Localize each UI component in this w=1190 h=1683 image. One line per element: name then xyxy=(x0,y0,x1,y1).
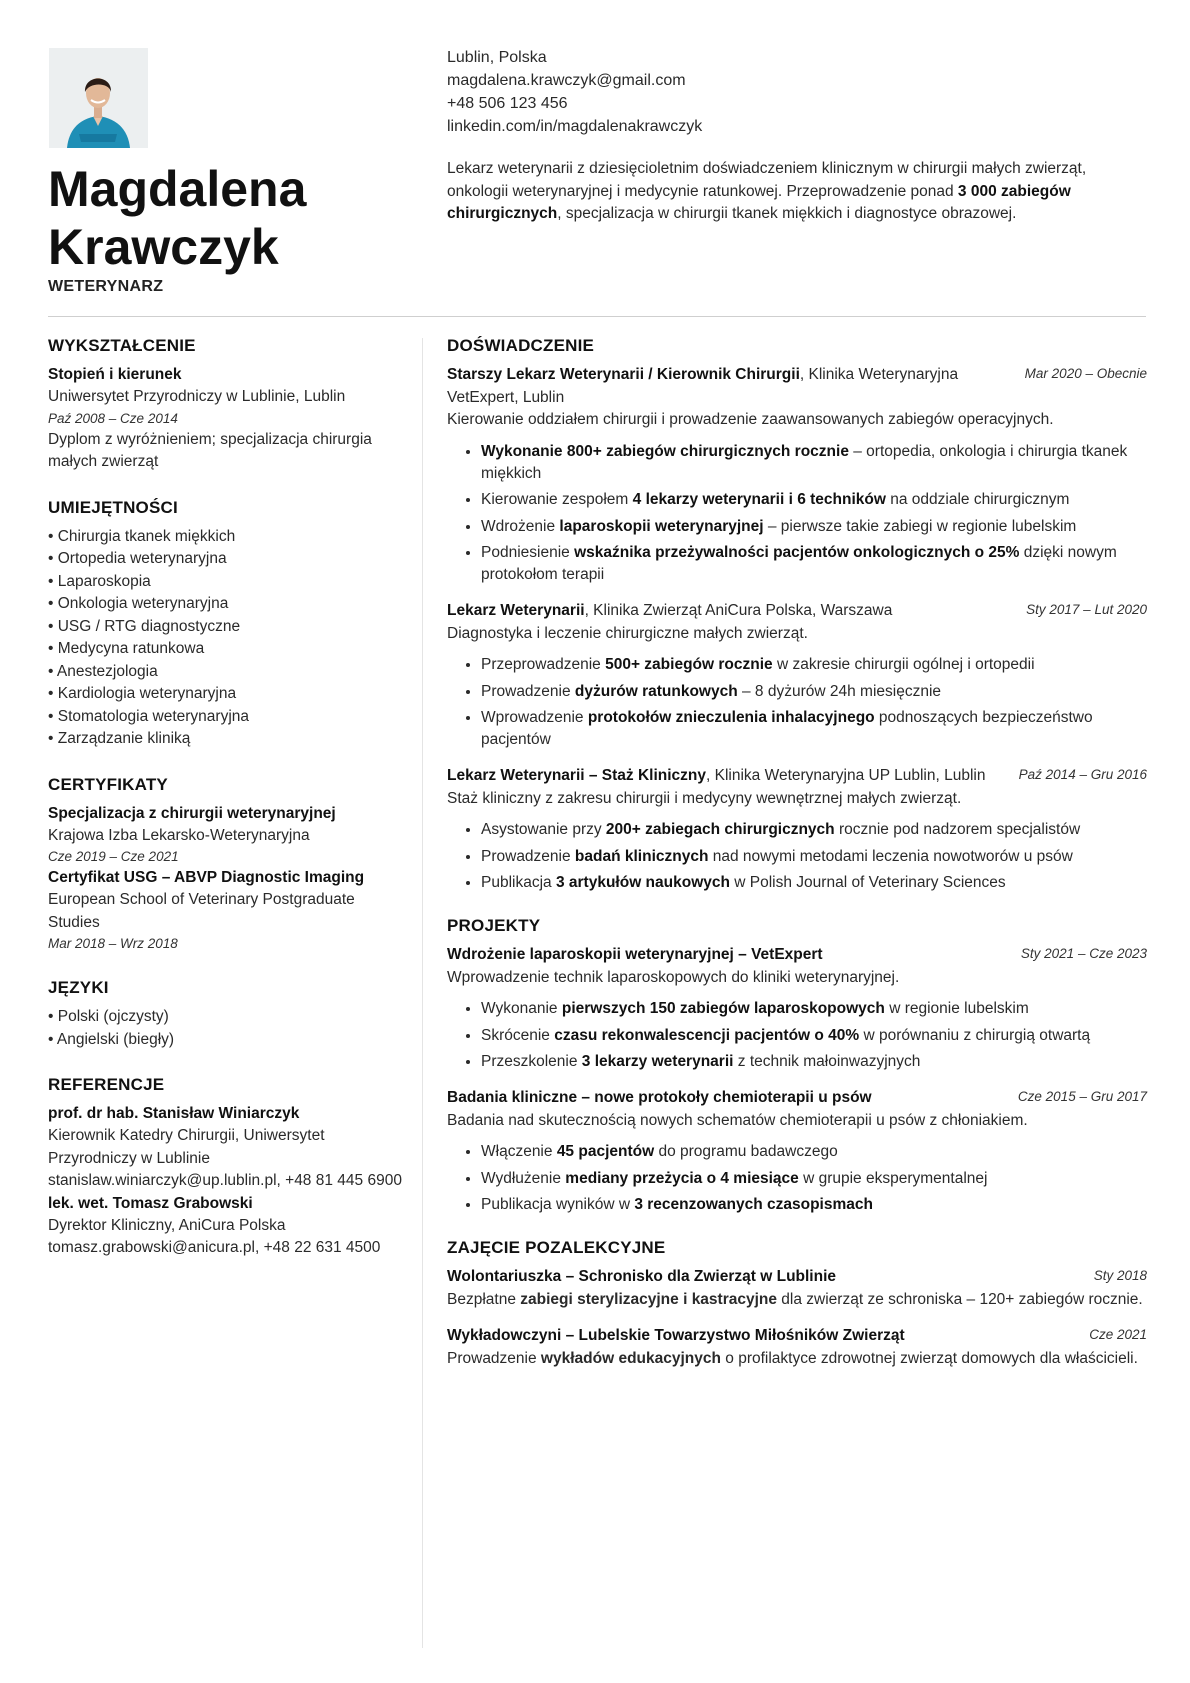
skill-item: • Kardiologia weterynaryjna xyxy=(48,683,408,706)
section-title: REFERENCJE xyxy=(48,1075,165,1094)
section-title: WYKSZTAŁCENIE xyxy=(48,336,196,355)
reference-contact[interactable]: stanislaw.winiarczyk@up.lublin.pl, +48 81 445 6900 xyxy=(48,1172,402,1189)
certificates-section xyxy=(48,775,408,955)
job-title-line xyxy=(447,600,892,623)
experience-entry xyxy=(447,600,1147,751)
activity-dates: Sty 2018 xyxy=(1093,1268,1147,1283)
achievement-item: • Skrócenie czasu rekonwalescencji pacjentów o 40% w porównaniu z chirurgią otwartą xyxy=(481,1025,1147,1047)
job-dates: Sty 2017 – Lut 2020 xyxy=(1026,602,1147,617)
skill-item: • Stomatologia weterynaryjna xyxy=(48,706,408,729)
summary-text: Lekarz weterynarii z dziesięcioletnim doświadczeniem klinicznym w chirurgii małych zwierząt, onkologii weterynaryjnej i medycynie ratunkowej. Przeprowadzenie ponad xyxy=(447,160,1087,200)
activity-title: Wolontariuszka – Schronisko dla Zwierząt w Lublinie xyxy=(447,1268,837,1285)
job-org: , Klinika Zwierząt AniCura Polska, Warszawa xyxy=(584,602,893,619)
project-description: Badania nad skutecznością nowych schematów chemioterapii u psów z chłoniakiem. xyxy=(447,1111,1028,1129)
project-title: Badania kliniczne – nowe protokoły chemioterapii u psów xyxy=(447,1089,872,1106)
activity-description: Prowadzenie wykładów edukacyjnych o profilaktyce zdrowotnej zwierząt domowych dla właścicieli. xyxy=(447,1349,1138,1367)
achievement-item: • Wykonanie 800+ zabiegów chirurgicznych rocznie – ortopedia, onkologia i chirurgia tkanek miękkich xyxy=(481,441,1147,485)
name-line-last: Krawczyk xyxy=(48,219,279,275)
header-divider xyxy=(48,316,1146,317)
contact-phone[interactable]: +48 506 123 456 xyxy=(447,95,568,112)
languages-section xyxy=(48,978,408,1051)
skills-section xyxy=(48,498,408,751)
experience-entry xyxy=(447,364,1147,586)
section-title: JĘZYKI xyxy=(48,978,109,997)
skill-item: • Laparoskopia xyxy=(48,571,408,594)
portrait-photo-icon xyxy=(49,48,148,148)
project-achievements xyxy=(447,1141,1147,1216)
skill-item: • Chirurgia tkanek miękkich xyxy=(48,526,408,549)
reference-position: Dyrektor Kliniczny, AniCura Polska xyxy=(48,1216,286,1234)
achievement-item: • Przeprowadzenie 500+ zabiegów rocznie w zakresie chirurgii ogólnej i ortopedii xyxy=(481,654,1147,676)
project-dates: Cze 2015 – Gru 2017 xyxy=(1017,1089,1147,1104)
activity-entry xyxy=(447,1325,1147,1370)
education-school: Uniwersytet Przyrodniczy w Lublinie, Lublin xyxy=(48,388,346,405)
activity-entry xyxy=(447,1266,1147,1311)
project-dates: Sty 2021 – Cze 2023 xyxy=(1020,946,1147,961)
reference-name: lek. wet. Tomasz Grabowski xyxy=(48,1194,253,1212)
languages-list xyxy=(48,1006,408,1051)
contact-email[interactable]: magdalena.krawczyk@gmail.com xyxy=(447,72,686,89)
activity-title-line xyxy=(447,1325,905,1348)
projects-section xyxy=(447,916,1147,1216)
achievement-item: • Prowadzenie badań klinicznych nad nowymi metodami leczenia nowotworów u psów xyxy=(481,846,1147,868)
name-line-first: Magdalena xyxy=(48,161,307,217)
skill-item: • Zarządzanie kliniką xyxy=(48,728,408,751)
references-section xyxy=(48,1075,408,1260)
language-item: • Angielski (biegły) xyxy=(48,1029,408,1052)
job-description: Diagnostyka i leczenie chirurgiczne małych zwierząt. xyxy=(447,624,808,642)
project-title-line xyxy=(447,944,823,967)
project-achievements xyxy=(447,998,1147,1073)
achievement-item: • Wykonanie pierwszych 150 zabiegów laparoskopowych w regionie lubelskim xyxy=(481,998,1147,1020)
job-title: Lekarz Weterynarii xyxy=(447,602,585,619)
job-title: Starszy Lekarz Weterynarii / Kierownik Chirurgii xyxy=(447,366,800,383)
certificate-name: Certyfikat USG – ABVP Diagnostic Imaging xyxy=(48,869,365,886)
achievement-item: • Kierowanie zespołem 4 lekarzy weterynarii i 6 techników na oddziale chirurgicznym xyxy=(481,489,1147,511)
reference-name: prof. dr hab. Stanisław Winiarczyk xyxy=(48,1105,300,1122)
job-achievements xyxy=(447,654,1147,751)
job-description: Kierowanie oddziałem chirurgii i prowadzenie zaawansowanych zabiegów operacyjnych. xyxy=(447,411,1054,428)
summary-text-end: , specjalizacja w chirurgii tkanek miękkich i diagnostyce obrazowej. xyxy=(557,205,1017,222)
education-note: Dyplom z wyróżnieniem; specjalizacja chirurgia małych zwierząt xyxy=(48,430,372,470)
project-title-line xyxy=(447,1087,872,1110)
certificate-name: Specjalizacja z chirurgii weterynaryjnej xyxy=(48,804,336,822)
certificate-dates: Mar 2018 – Wrz 2018 xyxy=(48,936,178,951)
certificate-dates: Cze 2019 – Cze 2021 xyxy=(48,849,179,864)
section-title: DOŚWIADCZENIE xyxy=(447,336,595,355)
section-title: ZAJĘCIE POZALEKCYJNE xyxy=(447,1238,666,1257)
project-entry xyxy=(447,944,1147,1073)
achievement-item: • Włączenie 45 pacjentów do programu badawczego xyxy=(481,1141,1147,1163)
skill-item: • Ortopedia weterynaryjna xyxy=(48,548,408,571)
left-column xyxy=(48,336,408,1284)
achievement-item: • Publikacja wyników w 3 recenzowanych czasopismach xyxy=(481,1194,1147,1216)
candidate-name xyxy=(48,160,428,276)
portrait-photo xyxy=(49,48,148,148)
job-description: Staż kliniczny z zakresu chirurgii i medycyny wewnętrznej małych zwierząt. xyxy=(447,789,962,807)
reference-contact[interactable]: tomasz.grabowski@anicura.pl, +48 22 631 4500 xyxy=(48,1239,381,1256)
achievement-item: • Asystowanie przy 200+ zabiegach chirurgicznych rocznie pod nadzorem specjalistów xyxy=(481,819,1147,841)
language-item: • Polski (ojczysty) xyxy=(48,1006,408,1029)
certificate-issuer: European School of Veterinary Postgraduate Studies xyxy=(48,891,355,931)
education-section xyxy=(48,336,408,474)
job-achievements xyxy=(447,819,1147,894)
job-dates: Mar 2020 – Obecnie xyxy=(1024,366,1147,381)
summary-highlight: 3 000 zabiegów chirurgicznych xyxy=(447,182,1071,222)
achievement-item: • Wydłużenie mediany przeżycia o 4 miesiące w grupie eksperymentalnej xyxy=(481,1168,1147,1190)
profile-summary xyxy=(447,158,1147,226)
job-title-line xyxy=(447,364,1007,409)
contact-info xyxy=(447,46,1147,138)
section-title: PROJEKTY xyxy=(447,916,541,935)
job-title-line xyxy=(447,765,985,788)
achievement-item: • Wdrożenie laparoskopii weterynaryjnej – pierwsze takie zabiegi w regionie lubelskim xyxy=(481,516,1147,538)
skill-item: • Onkologia weterynaryjna xyxy=(48,593,408,616)
job-dates: Paź 2014 – Gru 2016 xyxy=(1018,767,1147,782)
skill-item: • Anestezjologia xyxy=(48,661,408,684)
education-dates: Paź 2008 – Cze 2014 xyxy=(48,410,178,426)
job-title: Lekarz Weterynarii – Staż Kliniczny xyxy=(447,767,707,784)
contact-linkedin[interactable]: linkedin.com/in/magdalenakrawczyk xyxy=(447,118,703,135)
activity-dates: Cze 2021 xyxy=(1089,1327,1147,1342)
section-title: CERTYFIKATY xyxy=(48,774,168,794)
activity-title-line xyxy=(447,1266,836,1289)
achievement-item: • Prowadzenie dyżurów ratunkowych – 8 dyżurów 24h miesięcznie xyxy=(481,681,1147,703)
project-description: Wprowadzenie technik laparoskopowych do kliniki weterynaryjnej. xyxy=(447,968,900,986)
achievement-item: • Przeszkolenie 3 lekarzy weterynarii z technik małoinwazyjnych xyxy=(481,1051,1147,1073)
job-achievements xyxy=(447,441,1147,587)
extracurricular-section xyxy=(447,1238,1147,1370)
job-org: , Klinika Weterynaryjna VetExpert, Lublin xyxy=(447,366,959,406)
skill-item: • Medycyna ratunkowa xyxy=(48,638,408,661)
column-divider xyxy=(422,338,423,1648)
reference-position: Kierownik Katedry Chirurgii, Uniwersytet Przyrodniczy w Lublinie xyxy=(48,1127,325,1167)
contact-location: Lublin, Polska xyxy=(447,49,547,66)
education-degree: Stopień i kierunek xyxy=(48,366,182,383)
certificate-issuer: Krajowa Izba Lekarsko-Weterynaryjna xyxy=(48,826,310,844)
activity-description: Bezpłatne zabiegi sterylizacyjne i kastracyjne dla zwierząt ze schroniska – 120+ zabiegów rocznie. xyxy=(447,1290,1143,1308)
job-org: , Klinika Weterynaryjna UP Lublin, Lublin xyxy=(706,767,986,784)
right-column xyxy=(447,336,1147,1392)
project-title: Wdrożenie laparoskopii weterynaryjnej – VetExpert xyxy=(447,946,823,963)
experience-entry xyxy=(447,765,1147,894)
skills-list xyxy=(48,526,408,751)
project-entry xyxy=(447,1087,1147,1216)
achievement-item: • Publikacja 3 artykułów naukowych w Polish Journal of Veterinary Sciences xyxy=(481,872,1147,894)
skill-item: • USG / RTG diagnostyczne xyxy=(48,616,408,639)
section-title: UMIEJĘTNOŚCI xyxy=(48,497,178,517)
activity-title: Wykładowczyni – Lubelskie Towarzystwo Miłośników Zwierząt xyxy=(447,1327,905,1344)
achievement-item: • Wprowadzenie protokołów znieczulenia inhalacyjnego podnoszących bezpieczeństwo pacjentów xyxy=(481,707,1147,751)
experience-section xyxy=(447,336,1147,894)
job-role: WETERYNARZ xyxy=(48,278,164,295)
achievement-item: • Podniesienie wskaźnika przeżywalności pacjentów onkologicznych o 25% dzięki nowym protokołom terapii xyxy=(481,542,1147,586)
